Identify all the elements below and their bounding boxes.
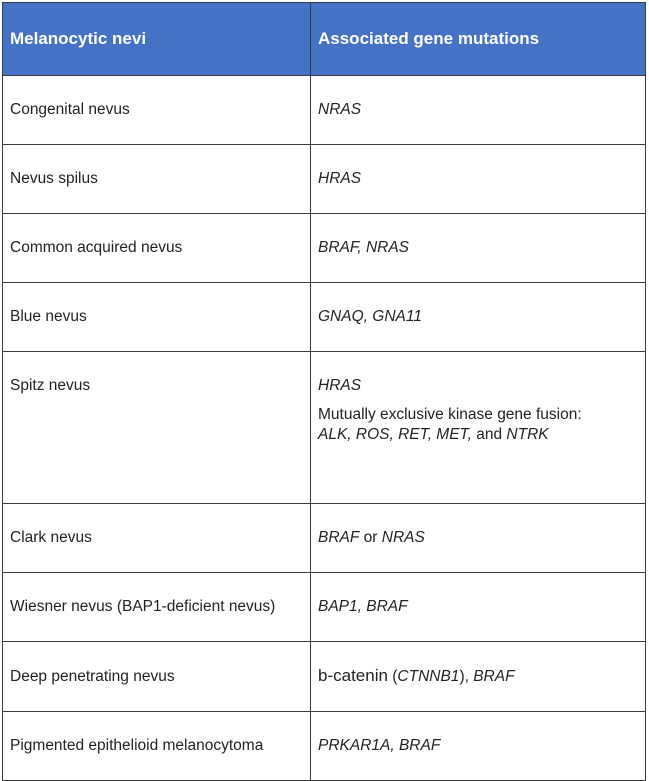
table-row [3,214,646,283]
nevus-name: Spitz nevus [3,352,311,504]
table-row [3,573,646,642]
fusion-and: and [476,426,503,443]
nevus-name: Wiesner nevus (BAP1-deficient nevus) [3,573,311,642]
nevus-name: Clark nevus [3,504,311,573]
gene-mutations: HRAS [311,145,646,214]
header-associated-gene-mutations: Associated gene mutations [311,3,646,76]
paren-open: ( [392,668,398,685]
paren-close: ), [459,668,469,685]
nevus-name: Deep penetrating nevus [3,642,311,712]
gene-mutations: GNAQ, GNA11 [311,283,646,352]
gene-mutations: NRAS [311,76,646,145]
fusion-last-gene: NTRK [506,426,549,443]
header-row [3,3,646,76]
gene-mutations [311,504,646,573]
gene-mutations: BAP1, BRAF [311,573,646,642]
fusion-label: Mutually exclusive kinase gene fusion: [318,406,582,423]
nevus-name: Congenital nevus [3,76,311,145]
gene-symbol: CTNNB1 [397,668,460,685]
nevi-gene-table [2,2,646,781]
gene-mutations: BRAF, NRAS [311,214,646,283]
protein-name: b-catenin [318,666,388,685]
gene-mutations: PRKAR1A, BRAF [311,712,646,781]
table-row [3,145,646,214]
nevus-name: Nevus spilus [3,145,311,214]
gene-mutations [311,642,646,712]
table-row [3,283,646,352]
gene-mutations [311,352,646,504]
header-melanocytic-nevi: Melanocytic nevi [3,3,311,76]
gene-b: NRAS [381,529,425,546]
table-row [3,504,646,573]
fusion-genes: ALK, ROS, RET, MET, [318,426,472,443]
gene-extra: BRAF [473,668,515,685]
nevus-name: Pigmented epithelioid melanocytoma [3,712,311,781]
table-row [3,76,646,145]
table-row [3,352,646,504]
gene-a: BRAF [318,529,360,546]
nevus-name: Common acquired nevus [3,214,311,283]
gene-fusion-block [318,405,638,445]
gene-primary: HRAS [318,377,362,394]
table-row [3,642,646,712]
gene-connector: or [363,529,378,546]
nevus-name: Blue nevus [3,283,311,352]
table-row [3,712,646,781]
